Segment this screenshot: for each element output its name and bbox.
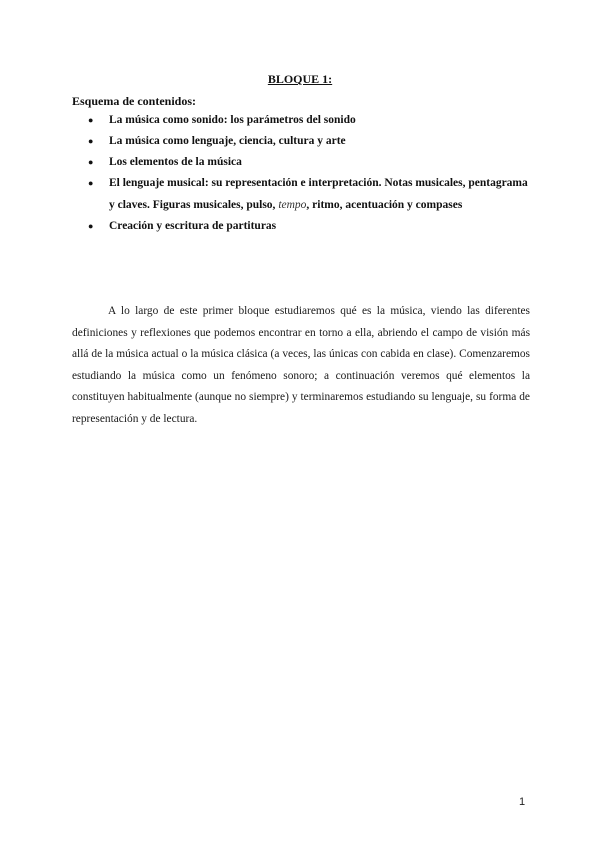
list-item-emphasis: tempo [278, 198, 307, 211]
list-item-text-end: , ritmo, acentuación y compases [306, 198, 463, 211]
list-item-text: La música como sonido: los parámetros del sonido [109, 114, 356, 126]
bullet-icon: ● [88, 157, 94, 167]
list-item-text: La música como lenguaje, ciencia, cultura y arte [109, 135, 346, 147]
page-number: 1 [519, 796, 526, 808]
list-item [72, 216, 532, 237]
list-item [72, 173, 532, 216]
list-item-text: Los elementos de la música [109, 156, 242, 168]
bullet-icon: ● [88, 178, 94, 188]
list-item-text-start: El lenguaje musical: su representación e interpretación. Notas musicales, pentagrama y claves. Figuras musicales, pulso, [109, 177, 528, 211]
document-title: BLOQUE 1: [267, 72, 333, 86]
contents-list [72, 110, 532, 237]
list-item [72, 110, 532, 131]
list-item-text: Creación y escritura de partituras [109, 220, 277, 232]
body-paragraph: A lo largo de este primer bloque estudiaremos qué es la música, viendo las diferentes definiciones y reflexiones que podemos encontrar en torno a ella, abriendo el campo de visión más allá de la música actual o la música clásica (a veces, las únicas con cabida en clase). Comenzaremos estudiando la música como un fenómeno sonoro; a continuación veremos qué elementos la constituyen habitualmente (aunque no siempre) y terminaremos estudiando su lenguaje, su forma de representación y de lectura. [72, 305, 530, 425]
list-item [72, 131, 532, 152]
list-item [72, 152, 532, 173]
bullet-icon: ● [88, 115, 94, 125]
bullet-icon: ● [88, 136, 94, 146]
bullet-icon: ● [88, 221, 94, 231]
section-heading: Esquema de contenidos: [72, 94, 197, 108]
